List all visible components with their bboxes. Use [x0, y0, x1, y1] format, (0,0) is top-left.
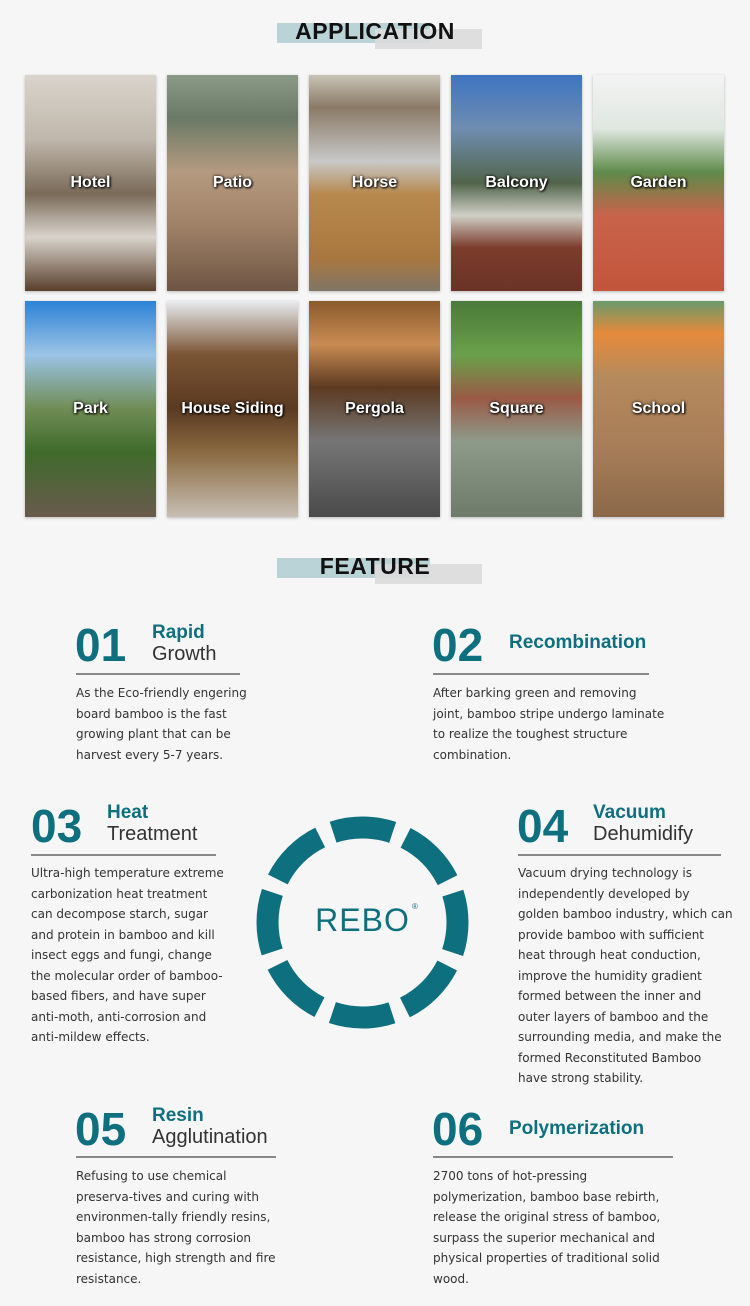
feature-number: 04	[517, 800, 569, 852]
divider	[76, 1156, 276, 1158]
application-tile-hotel[interactable]	[25, 75, 156, 291]
divider	[76, 673, 240, 675]
application-tile-square[interactable]	[451, 301, 582, 517]
tile-label: Patio	[212, 174, 253, 191]
feature-description: Ultra-high temperature extreme carbonization heat treatment can decompose starch, sugar and protein in bamboo and kill insect eggs and fungi, change the molecular order of bamboo-based fibers, and have super anti-moth, anti-corrosion and anti-mildew effects.	[31, 866, 224, 1044]
tile-label: Horse	[351, 174, 398, 191]
application-tile-patio[interactable]	[167, 75, 298, 291]
application-tile-pergola[interactable]	[309, 301, 440, 517]
divider	[518, 854, 721, 856]
feature-title-primary: Vacuum	[593, 802, 666, 823]
feature-title-primary: Heat	[107, 802, 149, 823]
tile-label: Pergola	[345, 400, 404, 417]
application-tile-balcony[interactable]	[451, 75, 582, 291]
tile-label: Balcony	[485, 174, 548, 191]
tile-label: Park	[73, 400, 108, 417]
feature-title-secondary: Agglutination	[152, 1126, 268, 1148]
feature-number: 06	[432, 1103, 484, 1155]
application-tile-garden[interactable]	[593, 75, 724, 291]
feature-title-secondary: Growth	[152, 643, 217, 665]
application-tile-house-siding[interactable]	[167, 301, 298, 517]
tile-label: Garden	[630, 174, 687, 191]
feature-description: Refusing to use chemical preserva-tives and curing with environmen-tally friendly resins, bamboo has strong corrosion resistance, high strength and fire resistance.	[76, 1169, 276, 1286]
feature-title: FEATURE	[319, 553, 431, 579]
feature-title-secondary: Dehumidify	[593, 823, 694, 845]
feature-description: Vacuum drying technology is independently developed by golden bamboo industry, which can provide bamboo with sufficient heat through heat conduction, improve the humidity gradient formed between the inner and outer layers of bamboo and the surrounding media, and make the formed Reconstituted Bamboo have strong stability.	[518, 866, 733, 1085]
tile-label: Hotel	[70, 174, 111, 191]
tile-label: Square	[489, 400, 544, 417]
feature-number: 03	[31, 800, 83, 852]
feature-heading	[0, 541, 750, 581]
registered-mark: ®	[412, 902, 418, 911]
application-title: APPLICATION	[295, 18, 455, 44]
divider	[31, 854, 216, 856]
divider	[433, 673, 649, 675]
feature-title-secondary: Treatment	[107, 823, 198, 845]
tile-label: School	[631, 400, 686, 417]
feature-number: 01	[75, 619, 127, 671]
tile-label: House Siding	[181, 400, 284, 417]
feature-title-primary: Recombination	[509, 632, 647, 653]
feature-number: 02	[432, 619, 484, 671]
feature-description: As the Eco-friendly engering board bamboo is the fast growing plant that can be harvest every 5-7 years.	[76, 686, 247, 762]
application-tile-park[interactable]	[25, 301, 156, 517]
application-tile-horse[interactable]	[309, 75, 440, 291]
rebo-logo	[250, 810, 475, 1035]
feature-description: After barking green and removing joint, bamboo stripe undergo laminate to realize the toughest structure combination.	[433, 686, 665, 762]
feature-title-primary: Polymerization	[509, 1118, 645, 1139]
feature-number: 05	[75, 1103, 127, 1155]
brand-name: REBO	[315, 902, 410, 938]
divider	[433, 1156, 673, 1158]
application-grid	[25, 75, 725, 517]
application-tile-school[interactable]	[593, 301, 724, 517]
application-heading	[0, 6, 750, 46]
feature-title-primary: Rapid	[152, 622, 205, 643]
feature-description: 2700 tons of hot-pressing polymerization, bamboo base rebirth, release the original stress of bamboo, surpass the superior mechanical and physical properties of traditional solid wood.	[433, 1169, 661, 1286]
feature-title-primary: Resin	[152, 1105, 204, 1126]
